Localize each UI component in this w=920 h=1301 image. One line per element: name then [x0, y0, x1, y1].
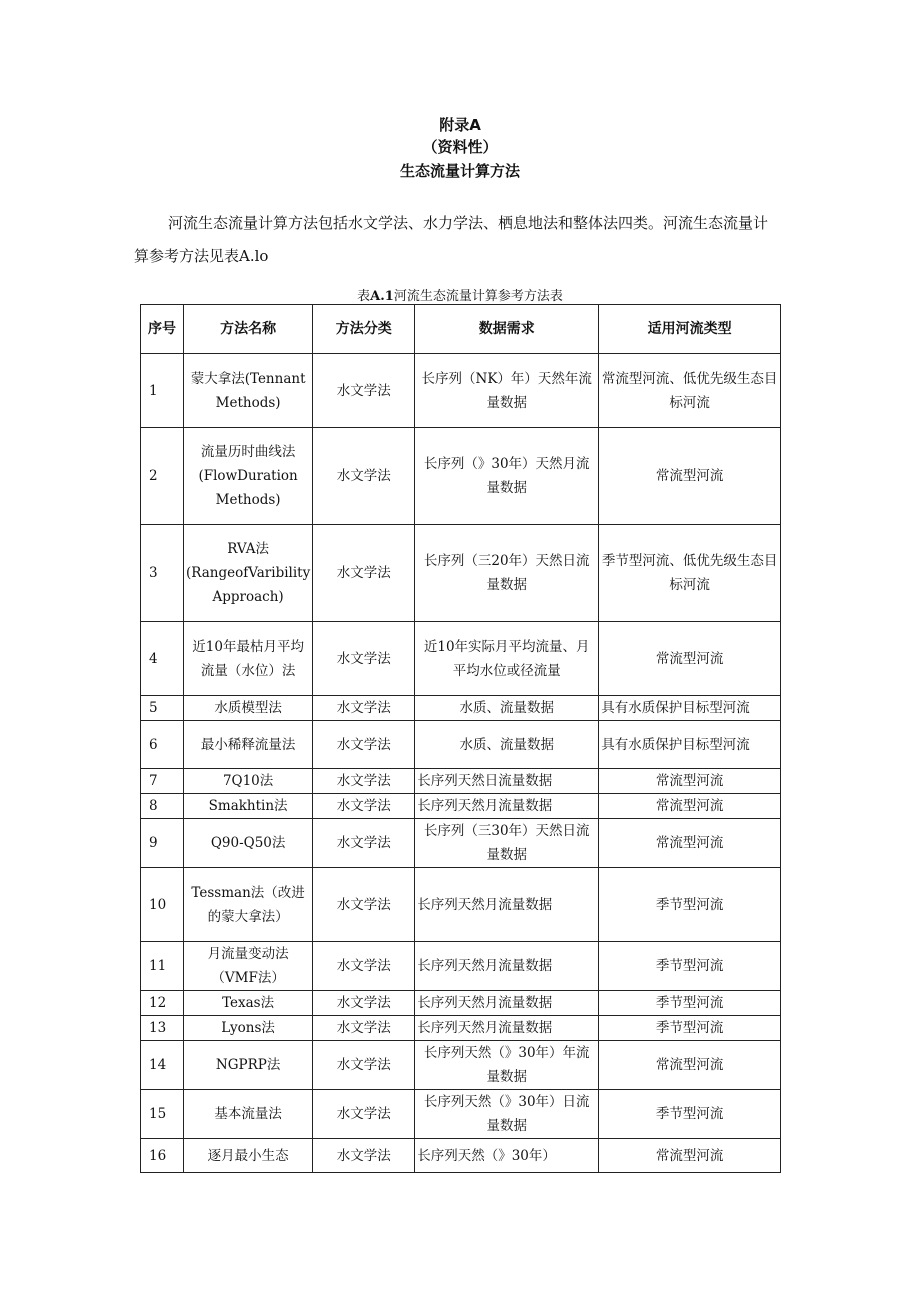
cell-river-type: 季节型河流: [599, 1090, 781, 1139]
cell-data-requirement: 长序列天然月流量数据: [415, 1016, 599, 1041]
cell-no: 3: [141, 525, 184, 622]
table-caption: [0, 285, 920, 304]
cell-method-name: 7Q10法: [184, 769, 313, 794]
cell-no: 10: [141, 868, 184, 942]
cell-no: 2: [141, 428, 184, 525]
header-name: 方法名称: [184, 305, 313, 354]
cell-category: 水文学法: [313, 794, 415, 819]
cell-river-type: 具有水质保护目标型河流: [599, 696, 781, 721]
cell-river-type: 常流型河流: [599, 1041, 781, 1090]
cell-data-requirement: 长序列（三30年）天然日流量数据: [415, 819, 599, 868]
cell-category: 水文学法: [313, 622, 415, 696]
appendix-title: 生态流量计算方法: [399, 162, 520, 180]
table-row: [141, 868, 781, 942]
cell-no: 5: [141, 696, 184, 721]
cell-river-type: 常流型河流、低优先级生态目标河流: [599, 354, 781, 428]
cell-category: 水文学法: [313, 1016, 415, 1041]
cell-river-type: 常流型河流: [599, 622, 781, 696]
cell-no: 6: [141, 721, 184, 769]
table-row: [141, 819, 781, 868]
cell-method-name: NGPRP法: [184, 1041, 313, 1090]
cell-river-type: 常流型河流: [599, 1139, 781, 1173]
cell-river-type: 常流型河流: [599, 769, 781, 794]
cell-data-requirement: 长序列天然（》30年）日流量数据: [415, 1090, 599, 1139]
cell-category: 水文学法: [313, 819, 415, 868]
cell-river-type: 季节型河流: [599, 942, 781, 991]
cell-no: 12: [141, 991, 184, 1016]
caption-prefix: 表: [357, 289, 371, 304]
cell-no: 15: [141, 1090, 184, 1139]
table-row: [141, 769, 781, 794]
cell-river-type: 季节型河流: [599, 991, 781, 1016]
cell-data-requirement: 水质、流量数据: [415, 721, 599, 769]
table-row: [141, 991, 781, 1016]
cell-no: 13: [141, 1016, 184, 1041]
cell-no: 9: [141, 819, 184, 868]
cell-method-name: Q90-Q50法: [184, 819, 313, 868]
cell-category: 水文学法: [313, 1090, 415, 1139]
cell-method-name: Texas法: [184, 991, 313, 1016]
cell-category: 水文学法: [313, 868, 415, 942]
cell-river-type: 常流型河流: [599, 819, 781, 868]
header-river-type: 适用河流类型: [599, 305, 781, 354]
cell-category: 水文学法: [313, 696, 415, 721]
cell-category: 水文学法: [313, 354, 415, 428]
header-data: 数据需求: [415, 305, 599, 354]
cell-river-type: 季节型河流、低优先级生态目标河流: [599, 525, 781, 622]
cell-data-requirement: 长序列（NK）年）天然年流量数据: [415, 354, 599, 428]
cell-method-name: Tessman法（改进的蒙大拿法）: [184, 868, 313, 942]
table-row: [141, 354, 781, 428]
cell-data-requirement: 水质、流量数据: [415, 696, 599, 721]
cell-category: 水文学法: [313, 942, 415, 991]
cell-category: 水文学法: [313, 525, 415, 622]
cell-category: 水文学法: [313, 428, 415, 525]
cell-method-name: 月流量变动法（VMF法）: [184, 942, 313, 991]
table-row: [141, 942, 781, 991]
cell-no: 7: [141, 769, 184, 794]
cell-river-type: 具有水质保护目标型河流: [599, 721, 781, 769]
cell-data-requirement: 长序列天然月流量数据: [415, 942, 599, 991]
cell-category: 水文学法: [313, 721, 415, 769]
caption-text: 河流生态流量计算参考方法表: [393, 289, 563, 304]
cell-method-name: 蒙大拿法(Tennant Methods): [184, 354, 313, 428]
intro-paragraph: [134, 207, 774, 273]
cell-method-name: RVA法(RangeofVaribility Approach): [184, 525, 313, 622]
table-row: [141, 1090, 781, 1139]
table-row: [141, 721, 781, 769]
cell-category: 水文学法: [313, 769, 415, 794]
table-row: [141, 525, 781, 622]
cell-method-name: 逐月最小生态: [184, 1139, 313, 1173]
appendix-label: 附录A: [439, 116, 481, 134]
cell-method-name: Lyons法: [184, 1016, 313, 1041]
methods-table: [140, 304, 781, 1173]
cell-no: 11: [141, 942, 184, 991]
cell-method-name: 水质模型法: [184, 696, 313, 721]
cell-data-requirement: 长序列天然日流量数据: [415, 769, 599, 794]
cell-category: 水文学法: [313, 1139, 415, 1173]
cell-method-name: 近10年最枯月平均流量（水位）法: [184, 622, 313, 696]
cell-method-name: 基本流量法: [184, 1090, 313, 1139]
cell-no: 16: [141, 1139, 184, 1173]
cell-data-requirement: 近10年实际月平均流量、月平均水位或径流量: [415, 622, 599, 696]
table-row: [141, 1041, 781, 1090]
table-row: [141, 794, 781, 819]
cell-river-type: 常流型河流: [599, 428, 781, 525]
header-category: 方法分类: [313, 305, 415, 354]
cell-river-type: 常流型河流: [599, 794, 781, 819]
cell-no: 4: [141, 622, 184, 696]
cell-no: 14: [141, 1041, 184, 1090]
table-row: [141, 696, 781, 721]
cell-data-requirement: 长序列天然（》30年）: [415, 1139, 599, 1173]
cell-data-requirement: 长序列天然月流量数据: [415, 991, 599, 1016]
cell-method-name: 流量历时曲线法(FlowDuration Methods): [184, 428, 313, 525]
cell-method-name: 最小稀释流量法: [184, 721, 313, 769]
appendix-nature: （资料性）: [422, 138, 498, 156]
cell-data-requirement: 长序列（三20年）天然日流量数据: [415, 525, 599, 622]
table-body: [141, 354, 781, 1173]
cell-method-name: Smakhtin法: [184, 794, 313, 819]
table-row: [141, 622, 781, 696]
cell-river-type: 季节型河流: [599, 868, 781, 942]
cell-data-requirement: 长序列（》30年）天然月流量数据: [415, 428, 599, 525]
table-row: [141, 1016, 781, 1041]
cell-data-requirement: 长序列天然月流量数据: [415, 868, 599, 942]
caption-label: A.1: [370, 289, 394, 304]
cell-data-requirement: 长序列天然（》30年）年流量数据: [415, 1041, 599, 1090]
cell-category: 水文学法: [313, 1041, 415, 1090]
cell-river-type: 季节型河流: [599, 1016, 781, 1041]
cell-no: 1: [141, 354, 184, 428]
cell-data-requirement: 长序列天然月流量数据: [415, 794, 599, 819]
table-header-row: [141, 305, 781, 354]
table-row: [141, 1139, 781, 1173]
cell-category: 水文学法: [313, 991, 415, 1016]
table-row: [141, 428, 781, 525]
intro-text: 河流生态流量计算方法包括水文学法、水力学法、栖息地法和整体法四类。河流生态流量计算参考方法见表A.lo: [134, 214, 769, 265]
cell-no: 8: [141, 794, 184, 819]
header-no: 序号: [141, 305, 184, 354]
